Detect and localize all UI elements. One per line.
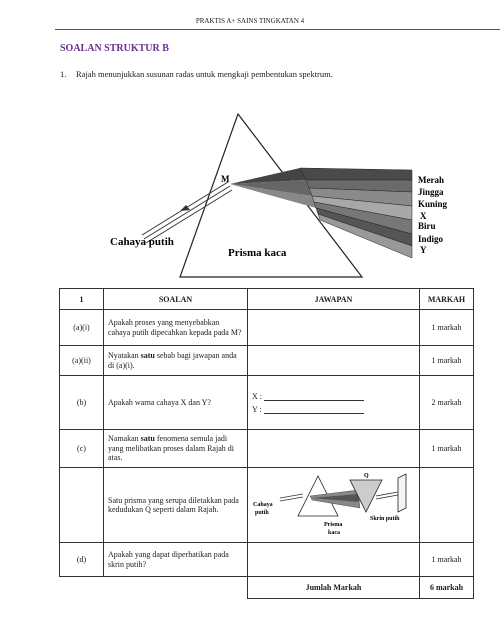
- table-row: [60, 468, 474, 543]
- row-marks: 1 markah: [420, 430, 474, 468]
- answer-cell[interactable]: [248, 543, 420, 577]
- spectrum-label-biru: Biru: [418, 221, 436, 231]
- section-title: SOALAN STRUKTUR B: [60, 43, 169, 54]
- row-marks-empty: [420, 468, 474, 543]
- question-text: [60, 69, 333, 79]
- header-soalan: SOALAN: [104, 289, 248, 310]
- spectrum-label-merah: Merah: [418, 175, 444, 185]
- table-row: [60, 430, 474, 468]
- prism-spectrum-figure: [60, 100, 470, 280]
- header-jawapan: JAWAPAN: [248, 289, 420, 310]
- row-question: Satu prisma yang serupa diletakkan pada kedudukan Q seperti dalam Rajah.: [104, 468, 248, 543]
- answer-cell[interactable]: [248, 376, 420, 430]
- row-number-empty: [60, 468, 104, 543]
- header-num: 1: [60, 289, 104, 310]
- table-row: [60, 543, 474, 577]
- row-question: [104, 346, 248, 376]
- row-marks: 2 markah: [420, 376, 474, 430]
- total-label: Jumlah Markah: [248, 577, 420, 599]
- white-screen: [398, 474, 406, 512]
- answer-y-blank[interactable]: [264, 405, 364, 414]
- header-markah: MARKAH: [420, 289, 474, 310]
- row-number: (b): [60, 376, 104, 430]
- spectrum-label-x: X: [420, 211, 427, 221]
- row-question: Apakah warna cahaya X dan Y?: [104, 376, 248, 430]
- table-row: [60, 310, 474, 346]
- two-prism-diagram: [248, 468, 418, 540]
- table-row: [60, 346, 474, 376]
- total-spacer: [60, 577, 104, 599]
- spectrum-label-jingga: Jingga: [418, 187, 444, 197]
- prism-label: Prisma: [324, 522, 343, 528]
- row-marks: 1 markah: [420, 543, 474, 577]
- screen-label: Skrin putih: [370, 516, 400, 522]
- answer-x-blank[interactable]: [264, 392, 364, 401]
- question-text-part: Nyatakan: [108, 351, 141, 360]
- total-value: 6 markah: [420, 577, 474, 599]
- row-number: (a)(ii): [60, 346, 104, 376]
- row-marks: 1 markah: [420, 346, 474, 376]
- spectrum-labels: [418, 175, 448, 255]
- question-text-part: Namakan: [108, 434, 141, 444]
- q-label: Q: [364, 473, 369, 479]
- answer-cell[interactable]: [248, 310, 420, 346]
- question-text-part: sebab bagi jawapan anda di (a)(i).: [108, 351, 237, 370]
- page-header: PRAKTIS A+ SAINS TINGKATAN 4: [195, 17, 305, 25]
- diagram-cell: [248, 468, 420, 543]
- incoming-light-label-2: putih: [255, 510, 269, 516]
- prism-label: Prisma kaca: [228, 247, 287, 259]
- question-table: [59, 288, 474, 599]
- answer-y-label: Y :: [252, 404, 262, 414]
- question-bold-word: satu: [140, 434, 155, 444]
- row-number: (d): [60, 543, 104, 577]
- answer-x-label: X :: [252, 391, 262, 401]
- incoming-light-label: Cahaya putih: [110, 236, 174, 248]
- row-number: (a)(i): [60, 310, 104, 346]
- point-m-label: M: [221, 174, 230, 184]
- spectrum-band: [300, 168, 412, 180]
- question-body: Rajah menunjukkan susunan radas untuk mengkaji pembentukan spektrum.: [76, 69, 333, 79]
- row-question: [104, 430, 248, 468]
- row-marks: 1 markah: [420, 310, 474, 346]
- spectrum-label-kuning: Kuning: [418, 199, 448, 209]
- header-rule: [55, 29, 500, 30]
- prism-label-2: kaca: [328, 530, 340, 536]
- answer-x-line: [252, 392, 415, 401]
- total-row: [60, 577, 474, 599]
- answer-cell[interactable]: [248, 346, 420, 376]
- answer-y-line: [252, 405, 415, 414]
- incoming-light-label: Cahaya: [253, 502, 273, 508]
- table-row: [60, 376, 474, 430]
- spectrum-label-indigo: Indigo: [418, 234, 444, 244]
- question-bold-word: satu: [140, 351, 155, 360]
- answer-cell[interactable]: [248, 430, 420, 468]
- question-text-part: fenomena semula jadi yang melibatkan proses dalam Rajah di atas.: [108, 434, 234, 463]
- total-spacer: [104, 577, 248, 599]
- row-question: Apakah yang dapat diperhatikan pada skrin putih?: [104, 543, 248, 577]
- table-header-row: [60, 289, 474, 310]
- spectrum-label-y: Y: [420, 245, 427, 255]
- row-question: Apakah proses yang menyebabkan cahaya putih dipecahkan kepada pada M?: [104, 310, 248, 346]
- question-number: 1.: [60, 69, 67, 79]
- row-number: (c): [60, 430, 104, 468]
